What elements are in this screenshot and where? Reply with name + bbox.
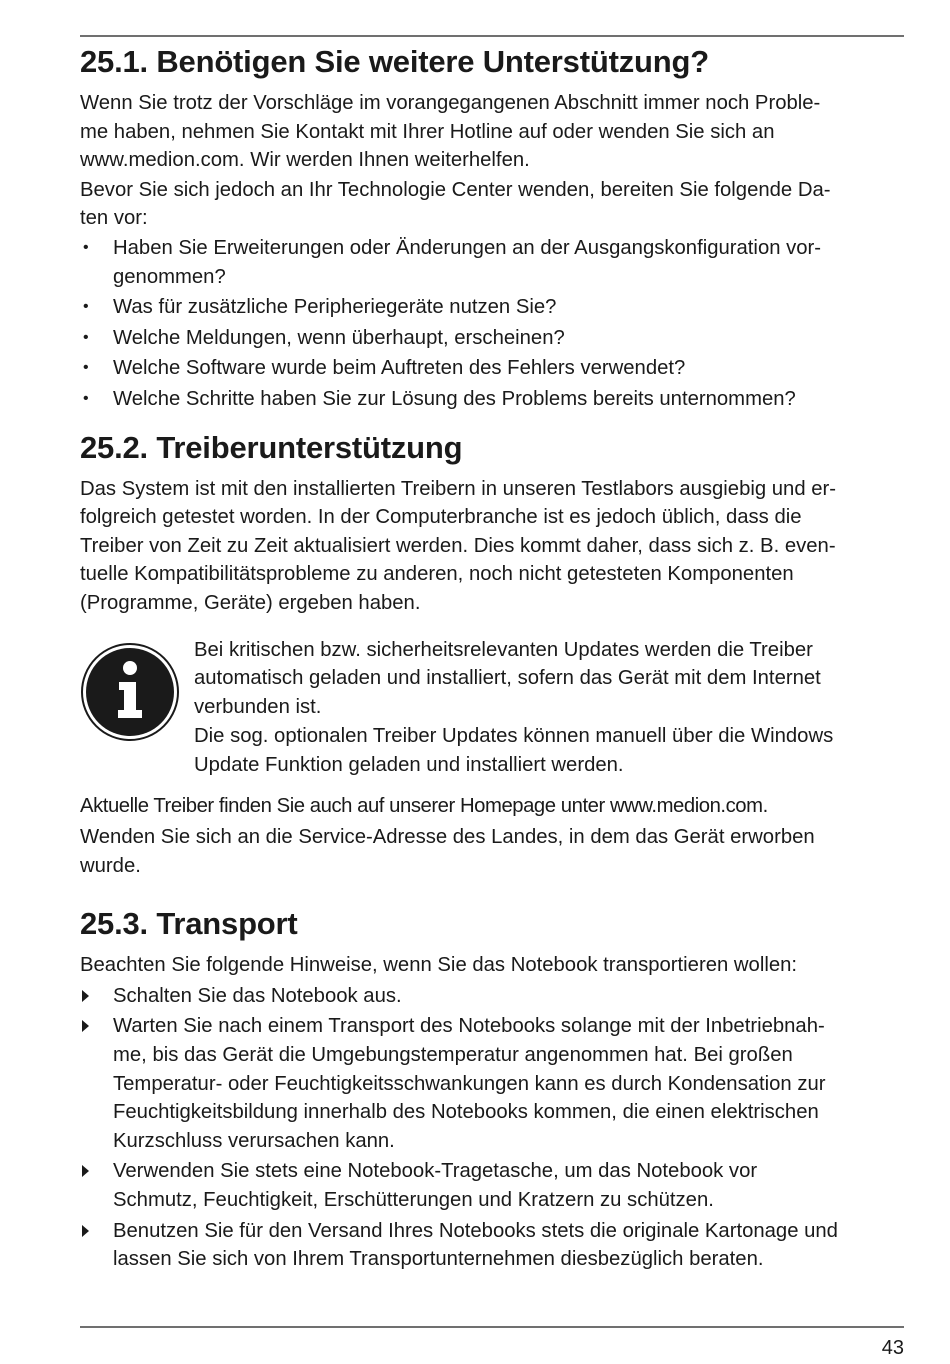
- text-line: Treiber von Zeit zu Zeit aktualisiert werden. Dies kommt daher, dass sich z. B. even-: [80, 534, 836, 557]
- list-item: [80, 1217, 904, 1274]
- text-line: Wenn Sie trotz der Vorschläge im vorangegangenen Abschnitt immer noch Proble-: [80, 92, 821, 114]
- text-line: Die sog. optionalen Treiber Updates können manuell über die Windows: [194, 725, 834, 748]
- text-line: Kurzschluss verursachen kann.: [113, 1129, 395, 1152]
- text-line: (Programme, Geräte) ergeben haben.: [80, 591, 421, 614]
- text-line: Warten Sie nach einem Transport des Notebooks solange mit der Inbetriebnah-: [113, 1015, 825, 1038]
- text-line: Benutzen Sie für den Versand Ihres Notebooks stets die originale Kartonage und: [113, 1219, 838, 1242]
- text-line: Haben Sie Erweiterungen oder Änderungen an der Ausgangskonfiguration vor-: [113, 236, 822, 259]
- text-line: Welche Software wurde beim Auftreten des Fehlers verwendet?: [113, 357, 686, 380]
- text-line: Das System ist mit den installierten Treibern in unseren Testlabors ausgiebig und er-: [80, 477, 837, 500]
- text-line: me haben, nehmen Sie Kontakt mit Ihrer Hotline auf oder wenden Sie sich an: [80, 120, 775, 143]
- bottom-rule: [80, 1326, 904, 1328]
- instruction-list: [80, 982, 904, 1274]
- bullet-marker: •: [83, 359, 89, 377]
- text-line: Temperatur- oder Feuchtigkeitsschwankungen kann es durch Kondensation zur: [113, 1072, 826, 1095]
- text-line: automatisch geladen und installiert, sofern das Gerät mit dem Internet: [194, 667, 821, 690]
- info-note-text-1: [194, 636, 904, 722]
- page-number: 43: [881, 1337, 904, 1359]
- bullet-list: [80, 234, 904, 414]
- text-line: verbunden ist.: [194, 695, 322, 718]
- text-line: Wenden Sie sich an die Service-Adresse des Landes, in dem das Gerät erworben: [80, 826, 815, 849]
- list-item: [80, 385, 904, 414]
- text-line: Was für zusätzliche Peripheriegeräte nutzen Sie?: [113, 296, 557, 319]
- text-line: Verwenden Sie stets eine Notebook-Tragetasche, um das Notebook vor: [113, 1160, 758, 1183]
- bullet-marker: •: [83, 238, 89, 256]
- text-line: wurde.: [80, 854, 141, 877]
- section-heading-25-1: 25.1. Benötigen Sie weitere Unterstützung?: [80, 44, 709, 79]
- drivers-homepage-line: Aktuelle Treiber finden Sie auch auf unserer Homepage unter www.medion.com.: [80, 795, 768, 818]
- info-note-text-2: [194, 722, 904, 779]
- list-item: [80, 324, 904, 353]
- text-line: genommen?: [113, 265, 226, 288]
- section-25-2-paragraph: [80, 475, 904, 618]
- bullet-marker: •: [83, 389, 89, 407]
- text-line: Bei kritischen bzw. sicherheitsrelevanten Updates werden die Treiber: [194, 638, 813, 661]
- section-25-1-paragraph-2: [80, 176, 904, 233]
- arrow-bullet-icon: [82, 1165, 89, 1177]
- text-line: folgreich getestet worden. In der Computerbranche ist es jedoch üblich, dass die: [80, 506, 802, 529]
- text-line: Welche Meldungen, wenn überhaupt, erscheinen?: [113, 326, 565, 349]
- bullet-marker: •: [83, 328, 89, 346]
- list-item: [80, 354, 904, 383]
- text-line: Bevor Sie sich jedoch an Ihr Technologie Center wenden, bereiten Sie folgende Da-: [80, 178, 831, 201]
- arrow-bullet-icon: [82, 1225, 89, 1237]
- section-25-1-paragraph-1: [80, 89, 904, 175]
- top-rule: [80, 35, 904, 37]
- text-line: Schalten Sie das Notebook aus.: [113, 984, 402, 1007]
- list-item: [80, 234, 904, 291]
- service-address-paragraph: [80, 823, 904, 880]
- text-line: Welche Schritte haben Sie zur Lösung des Problems bereits unternommen?: [113, 387, 796, 410]
- text-line: Update Funktion geladen und installiert werden.: [194, 753, 624, 776]
- list-item: [80, 982, 904, 1011]
- text-line: ten vor:: [80, 207, 148, 230]
- text-line: www.medion.com. Wir werden Ihnen weiterhelfen.: [80, 149, 530, 172]
- section-25-3-intro: Beachten Sie folgende Hinweise, wenn Sie das Notebook transportieren wollen:: [80, 954, 798, 977]
- text-line: lassen Sie sich von Ihrem Transportunternehmen diesbezüglich beraten.: [113, 1248, 764, 1271]
- arrow-bullet-icon: [82, 1020, 89, 1032]
- list-item: [80, 293, 904, 322]
- section-heading-25-3: 25.3. Transport: [80, 906, 298, 942]
- bullet-marker: •: [83, 298, 89, 316]
- text-line: Schmutz, Feuchtigkeit, Erschütterungen und Kratzern zu schützen.: [113, 1189, 714, 1211]
- text-line: Feuchtigkeitsbildung innerhalb des Notebooks kommen, die einen elektrischen: [113, 1101, 819, 1124]
- page-content: [80, 40, 904, 1276]
- info-icon: [80, 642, 180, 742]
- arrow-bullet-icon: [82, 990, 89, 1002]
- section-heading-25-2: 25.2. Treiberunterstützung: [80, 429, 463, 465]
- text-line: tuelle Kompatibilitätsprobleme zu anderen, noch nicht getesteten Komponenten: [80, 563, 794, 586]
- text-line: me, bis das Gerät die Umgebungstemperatur angenommen hat. Bei großen: [113, 1044, 793, 1067]
- list-item: [80, 1157, 904, 1214]
- list-item: [80, 1012, 904, 1155]
- info-note: [80, 636, 904, 780]
